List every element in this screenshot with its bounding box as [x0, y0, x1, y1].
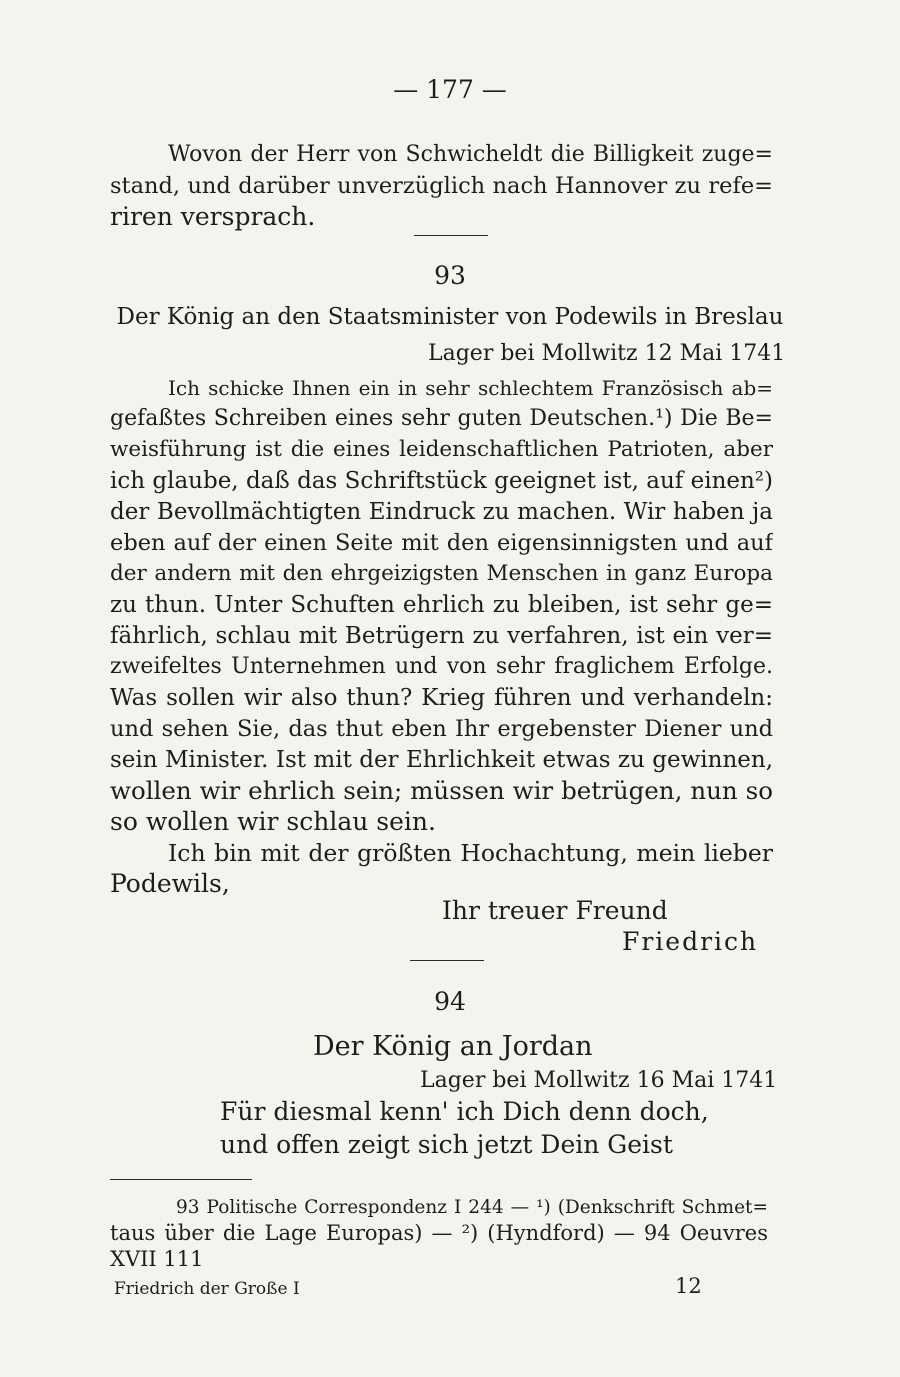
letter-93-title: Der König an den Staatsminister von Podewils in Breslau — [116, 304, 784, 330]
letter-94-dateline: Lager bei Mollwitz 16 Mai 1741 — [420, 1068, 778, 1093]
page-number: — 177 — — [393, 75, 507, 104]
letter-93-line-1: Ich schicke Ihnen ein in sehr schlechtem Französisch ab= — [168, 376, 773, 400]
signature-mark: Friedrich der Große I — [114, 1279, 300, 1299]
letter-94-title: Der König an Jordan — [313, 1031, 593, 1062]
letter-94-verse-1: Für diesmal kenn' ich Dich denn doch, — [220, 1097, 709, 1126]
letter-93-line-13: sein Minister. Ist mit der Ehrlichkeit etwas zu gewinnen, — [110, 747, 773, 773]
letter-94-number: 94 — [434, 987, 466, 1016]
intro-line-3: riren versprach. — [110, 202, 316, 231]
letter-93-line-14: wollen wir ehrlich sein; müssen wir betrügen, nun so — [110, 776, 773, 805]
section-divider — [414, 235, 488, 236]
letter-93-signoff: Ihr treuer Freund — [442, 896, 668, 925]
letter-93-line-7: der andern mit den ehrgeizigsten Menschen in ganz Europa — [110, 561, 773, 586]
letter-94-verse-2: und offen zeigt sich jetzt Dein Geist — [220, 1130, 673, 1159]
letter-93-line-12: und sehen Sie, das thut eben Ihr ergebenster Diener und — [110, 716, 773, 742]
letter-93-line-3: weisführung ist die eines leidenschaftlichen Patrioten, aber — [110, 437, 773, 462]
letter-93-line-11: Was sollen wir also thun? Krieg führen und verhandeln: — [110, 685, 773, 711]
letter-93-closing-2: Podewils, — [110, 869, 230, 898]
letter-93-line-4: ich glaube, daß das Schriftstück geeignet ist, auf einen²) — [110, 468, 773, 494]
letter-93-number: 93 — [434, 261, 466, 290]
letter-93-line-15: so wollen wir schlau sein. — [110, 807, 436, 836]
footnote-line-2: taus über die Lage Europas) — ²) (Hyndford) — 94 Oeuvres — [110, 1221, 768, 1245]
letter-93-signature: Friedrich — [622, 927, 759, 956]
footnote-rule — [110, 1179, 252, 1180]
letter-93-line-2: gefaßtes Schreiben eines sehr guten Deutschen.¹) Die Be= — [110, 406, 773, 431]
letter-93-line-10: zweifeltes Unternehmen und von sehr fraglichem Erfolge. — [110, 654, 773, 679]
footnote-line-1: 93 Politische Correspondenz I 244 — ¹) (Denkschrift Schmet= — [176, 1197, 768, 1218]
section-divider — [410, 960, 484, 961]
intro-line-1: Wovon der Herr von Schwicheldt die Billigkeit zuge= — [168, 142, 773, 167]
letter-93-line-8: zu thun. Unter Schuften ehrlich zu bleiben, ist sehr ge= — [110, 592, 773, 618]
letter-93-line-5: der Bevollmächtigten Eindruck zu machen. Wir haben ja — [110, 499, 773, 525]
intro-line-2: stand, und darüber unverzüglich nach Hannover zu refe= — [110, 173, 773, 199]
letter-93-closing-1: Ich bin mit der größten Hochachtung, mein lieber — [168, 839, 773, 867]
letter-93-line-6: eben auf der einen Seite mit den eigensinnigsten und auf — [110, 530, 773, 556]
sheet-number: 12 — [675, 1274, 702, 1298]
letter-93-dateline: Lager bei Mollwitz 12 Mai 1741 — [428, 341, 786, 366]
letter-93-line-9: fährlich, schlau mit Betrügern zu verfahren, ist ein ver= — [110, 623, 773, 649]
footnote-line-3: XVII 111 — [110, 1247, 204, 1271]
